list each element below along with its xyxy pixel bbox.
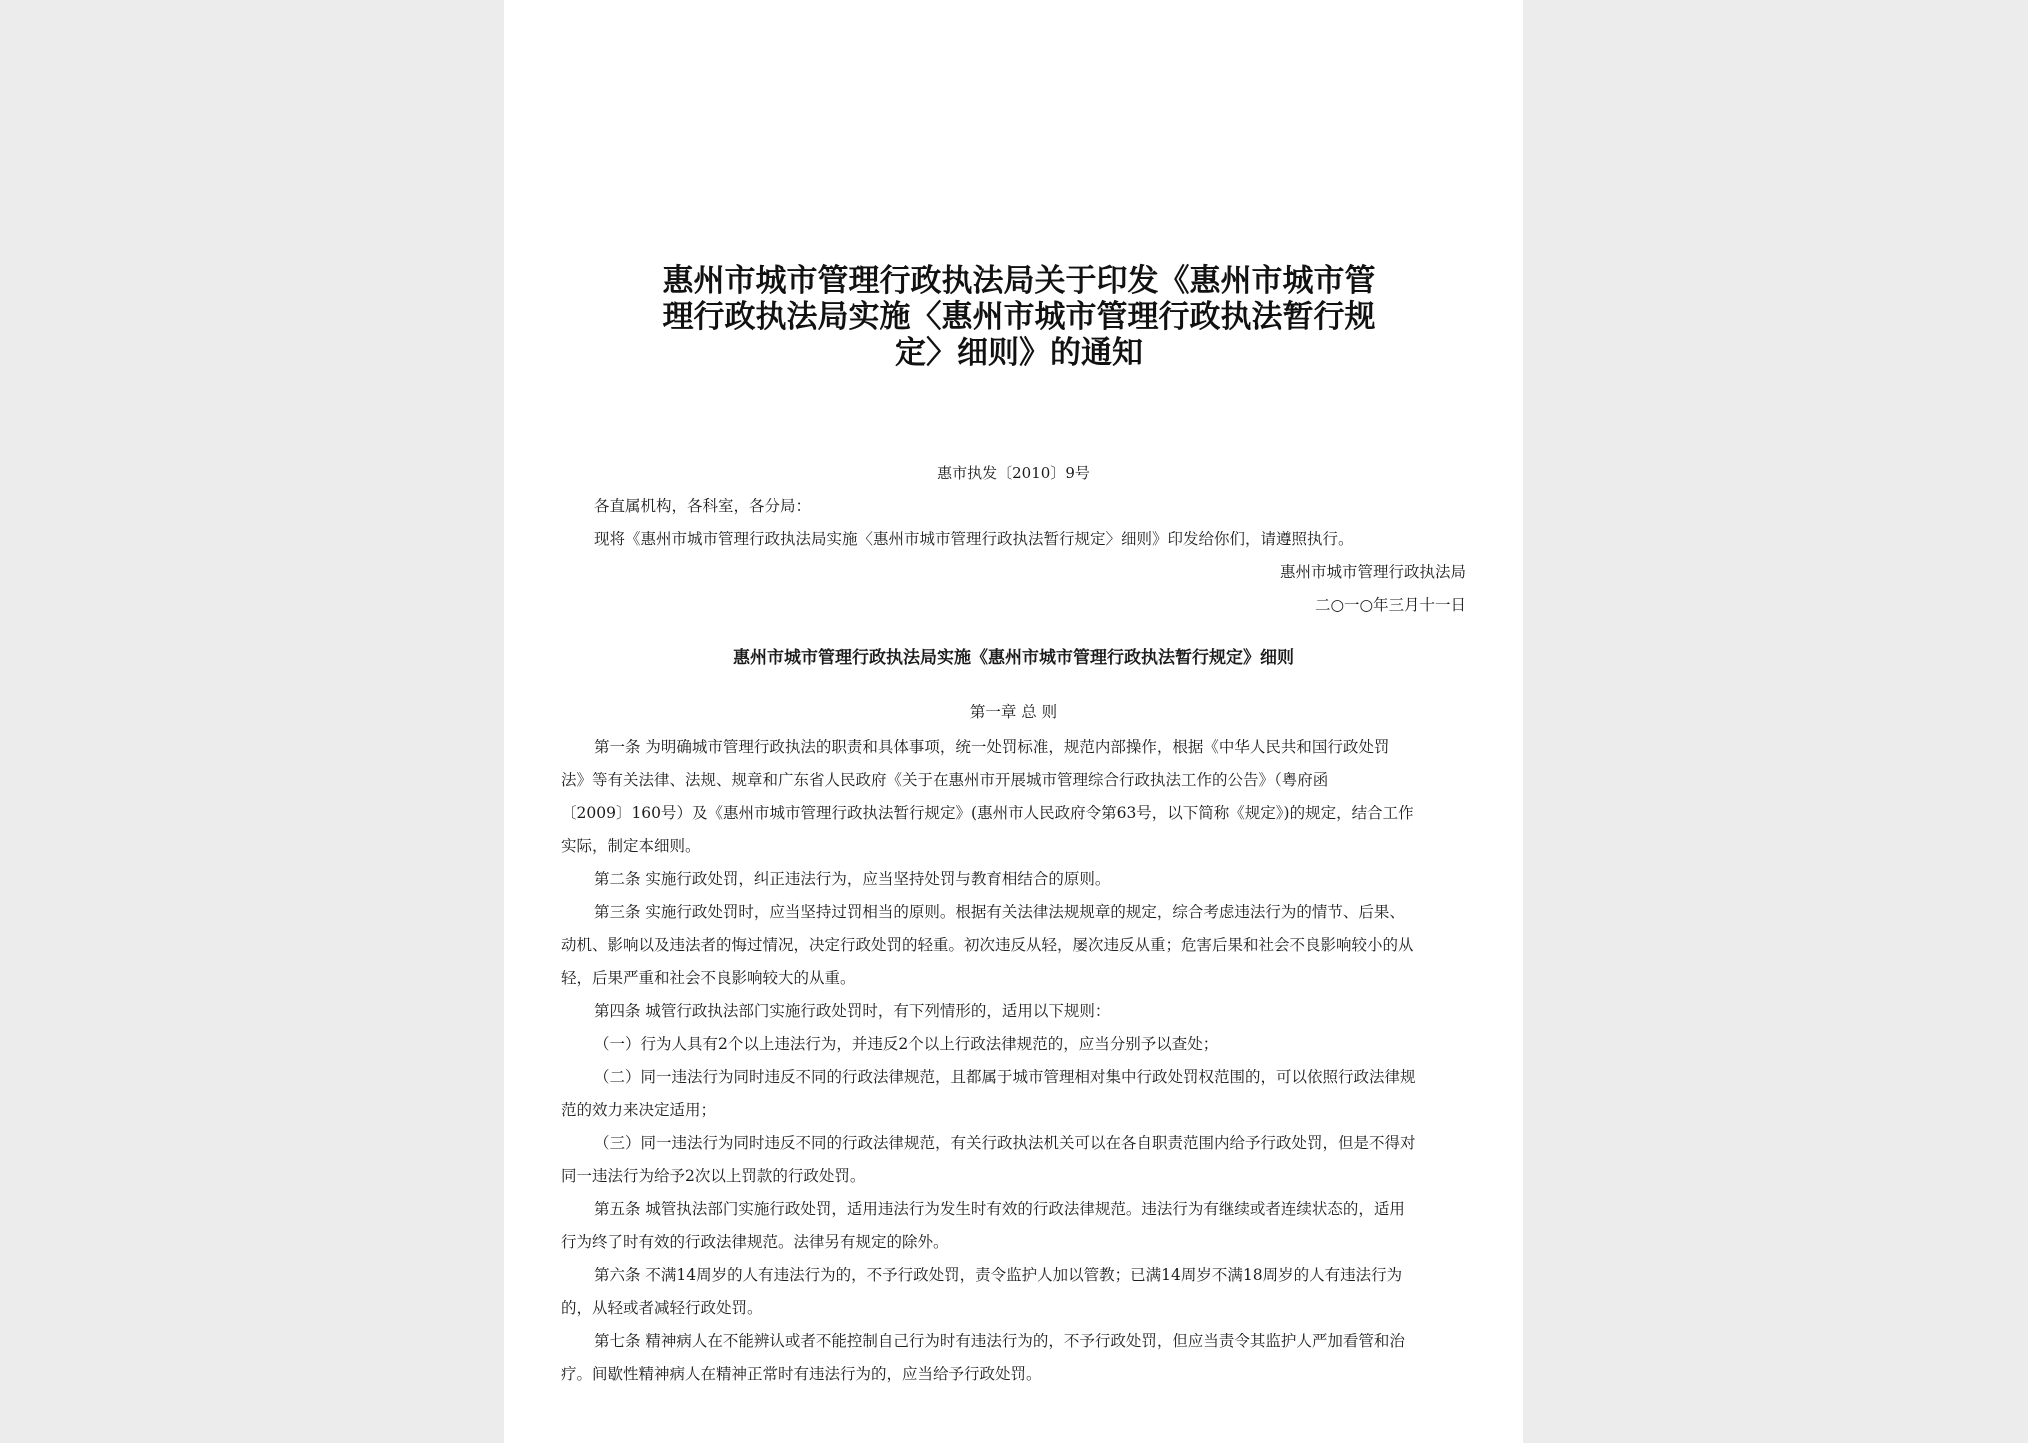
issuer: 惠州市城市管理行政执法局 [1279,563,1466,581]
issue-date: 二○一○年三月十一日 [1314,596,1466,614]
body-line: 〔2009〕160号）及《惠州市城市管理行政执法暂行规定》(惠州市人民政府令第63号，以下简称《规定》)的规定，结合工作 [561,804,1414,822]
body-line: 第二条 实施行政处罚，纠正违法行为，应当坚持处罚与教育相结合的原则。 [594,870,1111,888]
title-line: 定〉细则》的通知 [895,335,1143,371]
title-line: 惠州市城市管理行政执法局关于印发《惠州市城市管 [662,263,1376,299]
title-line: 理行政执法局实施〈惠州市城市管理行政执法暂行规 [662,299,1376,335]
document-title [584,263,1454,371]
body-line: 第三条 实施行政处罚时，应当坚持过罚相当的原则。根据有关法律法规规章的规定，综合考虑违法行为的情节、后果、 [594,903,1405,921]
body-line: （一）行为人具有2个以上违法行为，并违反2个以上行政法律规范的，应当分别予以查处； [594,1035,1219,1053]
body-line: 第一条 为明确城市管理行政执法的职责和具体事项，统一处罚标准，规范内部操作，根据《中华人民共和国行政处罚 [594,738,1390,756]
body-line: 范的效力来决定适用； [561,1101,717,1119]
body-line: 第五条 城管执法部门实施行政处罚，适用违法行为发生时有效的行政法律规范。违法行为有继续或者连续状态的，适用 [594,1200,1405,1218]
notice-body: 现将《惠州市城市管理行政执法局实施〈惠州市城市管理行政执法暂行规定〉细则》印发给你们，请遵照执行。 [594,530,1354,548]
body-line: （二）同一违法行为同时违反不同的行政法律规范，且都属于城市管理相对集中行政处罚权范围的，可以依照行政法律规 [594,1068,1416,1086]
recipients: 各直属机构，各科室，各分局： [594,497,812,515]
rules-title: 惠州市城市管理行政执法局实施《惠州市城市管理行政执法暂行规定》细则 [733,648,1294,668]
body-line: 第六条 不满14周岁的人有违法行为的，不予行政处罚，责令监护人加以管教；已满14周岁不满18周岁的人有违法行为 [594,1266,1403,1284]
body-line: 第七条 精神病人在不能辨认或者不能控制自己行为时有违法行为的，不予行政处罚，但应当责令其监护人严加看管和治 [594,1332,1405,1350]
body-line: 第四条 城管行政执法部门实施行政处罚时，有下列情形的，适用以下规则： [594,1002,1111,1020]
body-line: （三）同一违法行为同时违反不同的行政法律规范，有关行政执法机关可以在各自职责范围内给予行政处罚，但是不得对 [594,1134,1416,1152]
document-number: 惠市执发〔2010〕9号 [937,464,1090,482]
body-line: 法》等有关法律、法规、规章和广东省人民政府《关于在惠州市开展城市管理综合行政执法工作的公告》（粤府函 [561,771,1329,789]
chapter-title: 第一章 总 则 [969,703,1058,721]
body-line: 实际，制定本细则。 [561,837,701,855]
body-line: 的，从轻或者减轻行政处罚。 [561,1299,763,1317]
body-line: 同一违法行为给予2次以上罚款的行政处罚。 [561,1167,866,1185]
body-line: 轻，后果严重和社会不良影响较大的从重。 [561,969,856,987]
document-page [504,0,1523,1443]
body-line: 动机、影响以及违法者的悔过情况，决定行政处罚的轻重。初次违反从轻，屡次违反从重；危害后果和社会不良影响较小的从 [561,936,1414,954]
body-line: 疗。间歇性精神病人在精神正常时有违法行为的，应当给予行政处罚。 [561,1365,1042,1383]
body-line: 行为终了时有效的行政法律规范。法律另有规定的除外。 [561,1233,949,1251]
